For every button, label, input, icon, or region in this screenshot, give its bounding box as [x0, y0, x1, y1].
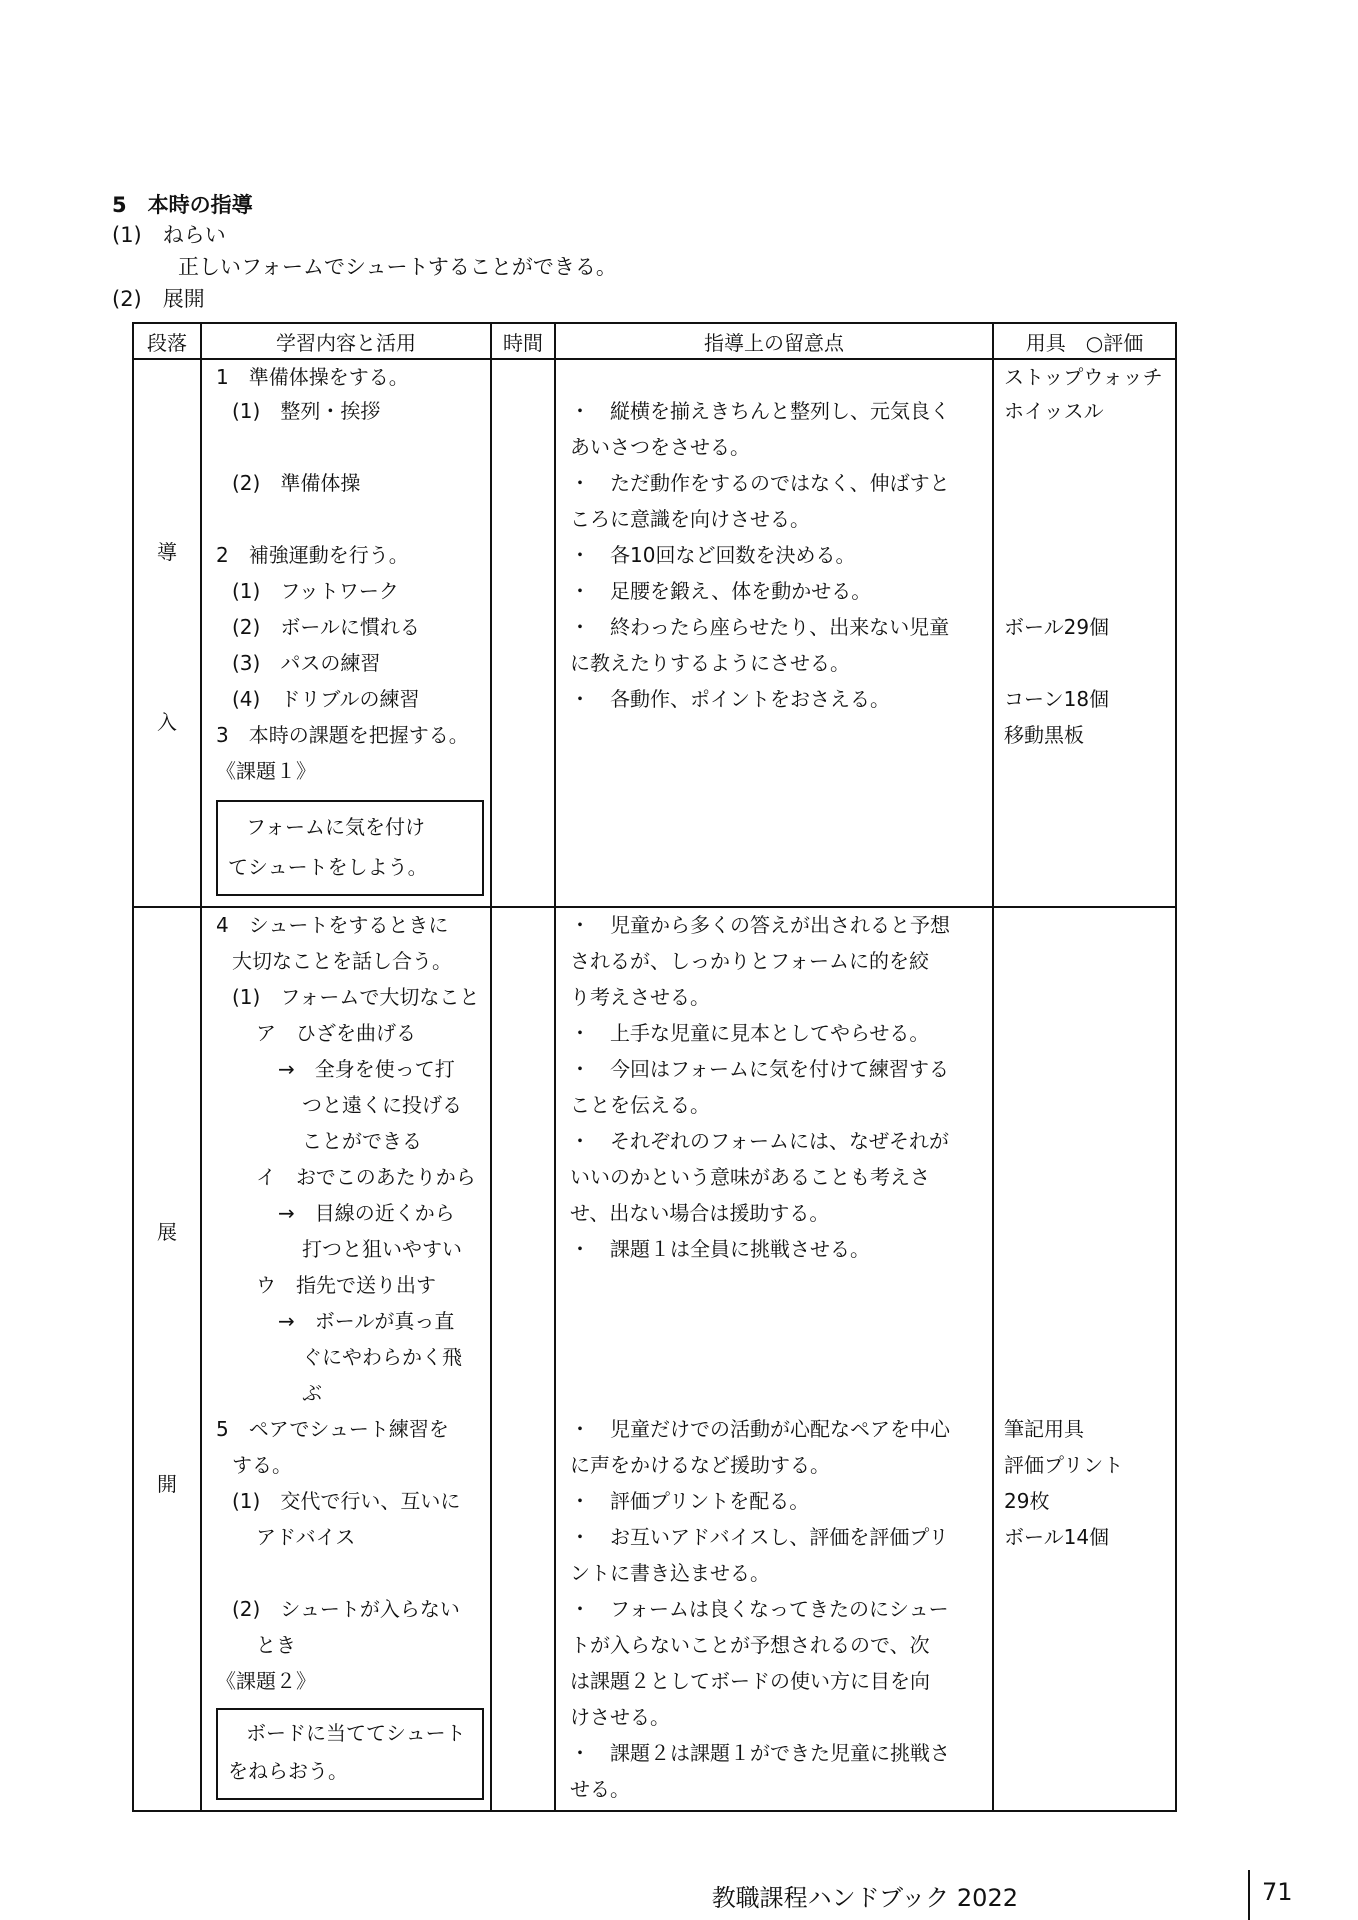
- intro-content-cell: [201, 359, 491, 907]
- dev-content-line: ウ 指先で送り出す: [256, 1273, 436, 1297]
- intro-content-line: (3) パスの練習: [232, 651, 381, 675]
- dev-content-line: → 全身を使って打: [278, 1057, 455, 1081]
- dev-content-line: 5 ペアでシュート練習を: [216, 1417, 449, 1441]
- intro-note-line: ・ 縦横を揃えきちんと整列し、元気良く: [570, 399, 950, 423]
- intro-tool-line: コーン18個: [1004, 687, 1110, 711]
- dev-content-cell: [201, 907, 491, 1811]
- dev-note-line: ・ それぞれのフォームには、なぜそれが: [570, 1129, 949, 1153]
- dev-content-line: イ おでこのあたりから: [256, 1165, 476, 1189]
- dev-content-line: とき: [256, 1633, 296, 1657]
- dev-note-line: ・ 児童だけでの活動が心配なペアを中心: [570, 1417, 950, 1441]
- intro-content-line: 3 本時の課題を把握する。: [216, 723, 469, 747]
- dev-note-line: されるが、しっかりとフォームに的を絞: [570, 949, 929, 973]
- intro-content-line: 1 準備体操をする。: [216, 365, 409, 389]
- intro-content-line: (1) フットワーク: [232, 579, 399, 603]
- dev-note-line: せ、出ない場合は援助する。: [570, 1201, 830, 1225]
- header-content: 学習内容と活用: [201, 323, 491, 359]
- dev-content-line: アドバイス: [256, 1525, 356, 1549]
- dev-note-line: せる。: [570, 1777, 630, 1801]
- dev-note-line: は課題２としてボードの使い方に目を向: [570, 1669, 930, 1693]
- dev-content-line: ぶ: [302, 1381, 322, 1405]
- intro-content-line: (2) ボールに慣れる: [232, 615, 420, 639]
- intro-content-line: (4) ドリブルの練習: [232, 687, 420, 711]
- intro-stage-cell: [133, 359, 201, 907]
- dev-note-line: ・ 今回はフォームに気を付けて練習する: [570, 1057, 949, 1081]
- dev-tool-line: 評価プリント: [1004, 1453, 1124, 1477]
- dev-note-line: ・ 上手な児童に見本としてやらせる。: [570, 1021, 930, 1045]
- dev-note-line: ・ 課題１は全員に挑戦させる。: [570, 1237, 870, 1261]
- dev-stage-cell: [133, 907, 201, 1811]
- dev-tool-line: 29枚: [1004, 1489, 1050, 1513]
- dev-stage-char-2: 開: [157, 1472, 177, 1496]
- dev-notes-cell: [555, 907, 993, 1811]
- page-number: 71: [1262, 1878, 1293, 1906]
- dev-note-line: ことを伝える。: [570, 1093, 710, 1117]
- dev-note-line: ・ 児童から多くの答えが出されると予想: [570, 913, 950, 937]
- dev-stage-char-1: 展: [157, 1220, 177, 1244]
- intro-note-line: ・ 各10回など回数を決める。: [570, 543, 856, 567]
- intro-time-cell: [491, 359, 555, 907]
- dev-content-line: 4 シュートをするときに: [216, 913, 449, 937]
- header-stage: 段落: [133, 323, 201, 359]
- intro-tool-line: ボール29個: [1004, 615, 1110, 639]
- intro-tool-line: ストップウォッチ: [1004, 365, 1163, 389]
- table-header-row: [133, 323, 1176, 359]
- header-notes: 指導上の留意点: [555, 323, 993, 359]
- footer-divider: [1248, 1870, 1250, 1920]
- dev-content-line: (1) 交代で行い、互いに: [232, 1489, 461, 1513]
- task-box-2: [216, 1708, 484, 1800]
- header-tools: 用具 ○評価: [993, 323, 1176, 359]
- intro-tools-cell: [993, 359, 1176, 907]
- intro-note-line: ・ 各動作、ポイントをおさえる。: [570, 687, 890, 711]
- dev-note-line: に声をかけるなど援助する。: [570, 1453, 830, 1477]
- intro-content-line: (2) 準備体操: [232, 471, 361, 495]
- task-box-line: てシュートをしよう。: [228, 855, 428, 879]
- dev-note-line: けさせる。: [570, 1705, 670, 1729]
- dev-content-line: つと遠くに投げる: [302, 1093, 462, 1117]
- dev-note-line: トが入らないことが予想されるので、次: [570, 1633, 930, 1657]
- dev-content-line: → ボールが真っ直: [278, 1309, 455, 1333]
- task-box-line: フォームに気を付け: [246, 815, 425, 839]
- lesson-plan-table: [132, 322, 1177, 1812]
- aim-text: 正しいフォームでシュートすることができる。: [178, 255, 617, 279]
- intro-note-line: ・ ただ動作をするのではなく、伸ばすと: [570, 471, 950, 495]
- dev-note-line: り考えさせる。: [570, 985, 710, 1009]
- dev-content-line: ア ひざを曲げる: [256, 1021, 416, 1045]
- dev-note-line: ・ 評価プリントを配る。: [570, 1489, 810, 1513]
- dev-content-line: 《課題２》: [216, 1669, 316, 1693]
- intro-content-line: 《課題１》: [216, 759, 316, 783]
- task-box-1: [216, 800, 484, 896]
- header-time: 時間: [491, 323, 555, 359]
- dev-content-line: → 目線の近くから: [278, 1201, 455, 1225]
- task-box-line: をねらおう。: [228, 1759, 348, 1783]
- intro-notes-cell: [555, 359, 993, 907]
- intro-content-line: 2 補強運動を行う。: [216, 543, 409, 567]
- dev-content-line: 打つと狙いやすい: [302, 1237, 462, 1261]
- footer-book-title: 教職課程ハンドブック 2022: [711, 1884, 1018, 1912]
- dev-content-line: (1) フォームで大切なこと: [232, 985, 480, 1009]
- development-label: (2) 展開: [112, 287, 205, 311]
- intro-note-line: ころに意識を向けさせる。: [570, 507, 810, 531]
- dev-content-line: (2) シュートが入らない: [232, 1597, 460, 1621]
- dev-content-line: 大切なことを話し合う。: [232, 949, 452, 973]
- dev-content-line: ぐにやわらかく飛: [302, 1345, 462, 1369]
- intro-note-line: ・ 終わったら座らせたり、出来ない児童: [570, 615, 950, 639]
- intro-note-line: あいさつをさせる。: [570, 435, 750, 459]
- task-box-line: ボードに当ててシュート: [246, 1721, 466, 1745]
- dev-tool-line: 筆記用具: [1004, 1417, 1084, 1441]
- dev-tools-cell: [993, 907, 1176, 1811]
- dev-content-line: ことができる: [302, 1129, 422, 1153]
- intro-row: [133, 359, 1176, 907]
- dev-note-line: ントに書き込ませる。: [570, 1561, 770, 1585]
- section-title: 5 本時の指導: [112, 193, 253, 217]
- intro-note-line: に教えたりするようにさせる。: [570, 651, 850, 675]
- intro-content-line: (1) 整列・挨拶: [232, 399, 381, 423]
- dev-row: [133, 907, 1176, 1811]
- dev-tool-line: ボール14個: [1004, 1525, 1110, 1549]
- dev-note-line: ・ フォームは良くなってきたのにシュー: [570, 1597, 949, 1621]
- dev-note-line: ・ 課題２は課題１ができた児童に挑戦さ: [570, 1741, 950, 1765]
- intro-tool-line: ホイッスル: [1004, 399, 1104, 423]
- aim-label: (1) ねらい: [112, 223, 226, 247]
- intro-tool-line: 移動黒板: [1004, 723, 1084, 747]
- dev-note-line: ・ お互いアドバイスし、評価を評価プリ: [570, 1525, 949, 1549]
- intro-note-line: ・ 足腰を鍛え、体を動かせる。: [570, 579, 872, 603]
- dev-time-cell: [491, 907, 555, 1811]
- dev-content-line: する。: [232, 1453, 292, 1477]
- intro-stage-char-1: 導: [157, 540, 177, 564]
- dev-note-line: いいのかという意味があることも考えさ: [570, 1165, 930, 1189]
- intro-stage-char-2: 入: [157, 710, 177, 734]
